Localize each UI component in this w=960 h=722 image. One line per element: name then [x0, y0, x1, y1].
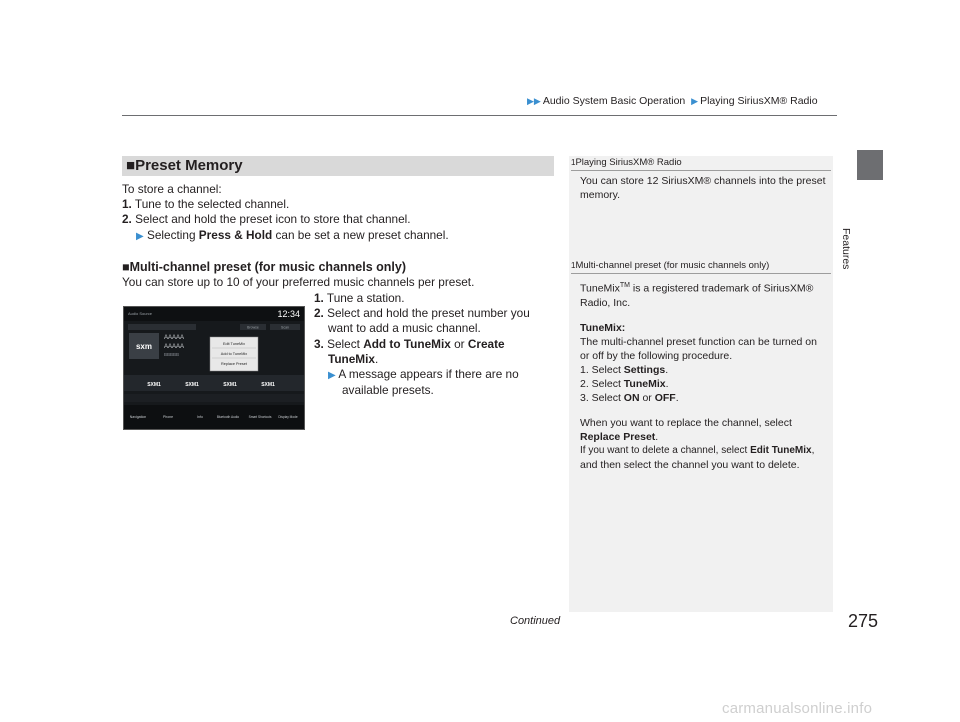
menu-replace-preset: Replace Preset — [221, 362, 247, 366]
step-note: ▶ Selecting Press & Hold can be set a new preset channel. — [136, 227, 449, 242]
nav-bottom-item: Navigation — [129, 415, 147, 419]
section-title: ■Preset Memory — [122, 156, 554, 176]
continued-label: Continued — [510, 615, 561, 627]
arrow-icon: ▶ — [328, 370, 336, 382]
channel-line-b: AAAAA — [164, 344, 185, 350]
breadcrumb-arrow-icon: ▶▶ — [527, 96, 541, 106]
note-title: 1Multi-channel preset (for music channels only) — [571, 260, 770, 271]
section-tab-marker — [857, 150, 883, 180]
step-item-cont: want to add a music channel. — [328, 321, 481, 336]
section-tab-label: Features — [840, 228, 852, 270]
subsection — [122, 260, 562, 290]
nav-bottom-item: Info — [197, 415, 203, 419]
subsection-title: ■Multi-channel preset (for music channels only) — [122, 260, 406, 274]
step-item: 1. Tune to the selected channel. — [122, 197, 290, 212]
menu-add-to-tunemix: Add to TuneMix — [220, 352, 248, 356]
audio-screen-graphic — [124, 307, 304, 429]
breadcrumb-arrow-icon: ▶ — [691, 96, 699, 106]
step-item: 2. Select and hold the preset icon to store that channel. — [122, 212, 411, 227]
note-ref-icon: 1 — [571, 261, 576, 270]
nav-bottom-item: Phone — [162, 415, 174, 419]
breadcrumb-item[interactable]: Audio System Basic Operation — [542, 95, 686, 107]
subsection-intro: You can store up to 10 of your preferred music channels per preset. — [122, 275, 475, 290]
step-note: ▶ A message appears if there are no — [328, 367, 519, 382]
intro-text: To store a channel: — [122, 182, 222, 196]
note-ref-icon: 1 — [571, 158, 576, 167]
square-bullet-icon: ■ — [122, 260, 130, 274]
main-body — [122, 182, 562, 244]
scan-tab: Scan — [281, 325, 289, 330]
note-text: You can store 12 SiriusXM® channels into the preset memory. — [580, 175, 826, 201]
nav-bottom-item: Smart Shortcuts — [248, 415, 272, 419]
sxm-logo: sxm — [135, 342, 153, 351]
preset-button: SXM1 — [185, 382, 199, 388]
note-title: 1Playing SiriusXM® Radio — [571, 157, 682, 168]
note-playing-siriusxm — [571, 157, 831, 202]
watermark: carmanualsonline.info — [722, 700, 873, 717]
step-note-cont: available presets. — [342, 383, 434, 398]
step-item: 2. Select and hold the preset number you — [314, 306, 530, 321]
multichannel-steps — [314, 291, 554, 398]
preset-button: SXM1 — [147, 382, 161, 388]
page-number: 275 — [848, 611, 879, 631]
header-rule — [122, 115, 837, 116]
audio-source-label: Audio Source — [128, 311, 153, 316]
channel-line-a: AAAAA — [164, 335, 185, 341]
browse-tab: Browse — [247, 325, 259, 330]
nav-bottom-item: Display Mode — [278, 415, 298, 419]
channel-line-c: BBBBB — [164, 352, 180, 357]
note-rule — [571, 273, 831, 274]
note-multichannel — [571, 260, 831, 472]
step-item: 3. Select Add to TuneMix or Create — [314, 336, 505, 351]
arrow-icon: ▶ — [136, 230, 144, 242]
step-item-cont: TuneMix. — [328, 351, 379, 366]
note-rule — [571, 170, 831, 171]
square-bullet-icon: ■ — [126, 157, 136, 174]
menu-edit-tunemix: Edit TuneMix — [223, 342, 245, 346]
note-text: TuneMix™ is a registered trademark of SiriusXM® Radio, Inc. TuneMix: The multi-channel preset function can be turned on or off by the following procedure. 1. Select Settings. 2. Select TuneMix. 3. Select ON or OFF. When you want to replace the channel, select Replace Preset. If you want to delete a channel, select Edit TuneMix, and then select the channel you want to delete. — [580, 282, 817, 471]
preset-button: SXM1 — [261, 382, 275, 388]
clock-text: 12:34 — [277, 309, 300, 319]
audio-screen-illustration — [123, 306, 305, 430]
breadcrumb-item[interactable]: Playing SiriusXM® Radio — [700, 95, 818, 107]
breadcrumb — [527, 95, 821, 107]
step-item: 1. Tune a station. — [314, 291, 405, 305]
nav-bottom-item: Bluetooth Audio — [216, 415, 240, 419]
preset-button: SXM1 — [223, 382, 237, 388]
